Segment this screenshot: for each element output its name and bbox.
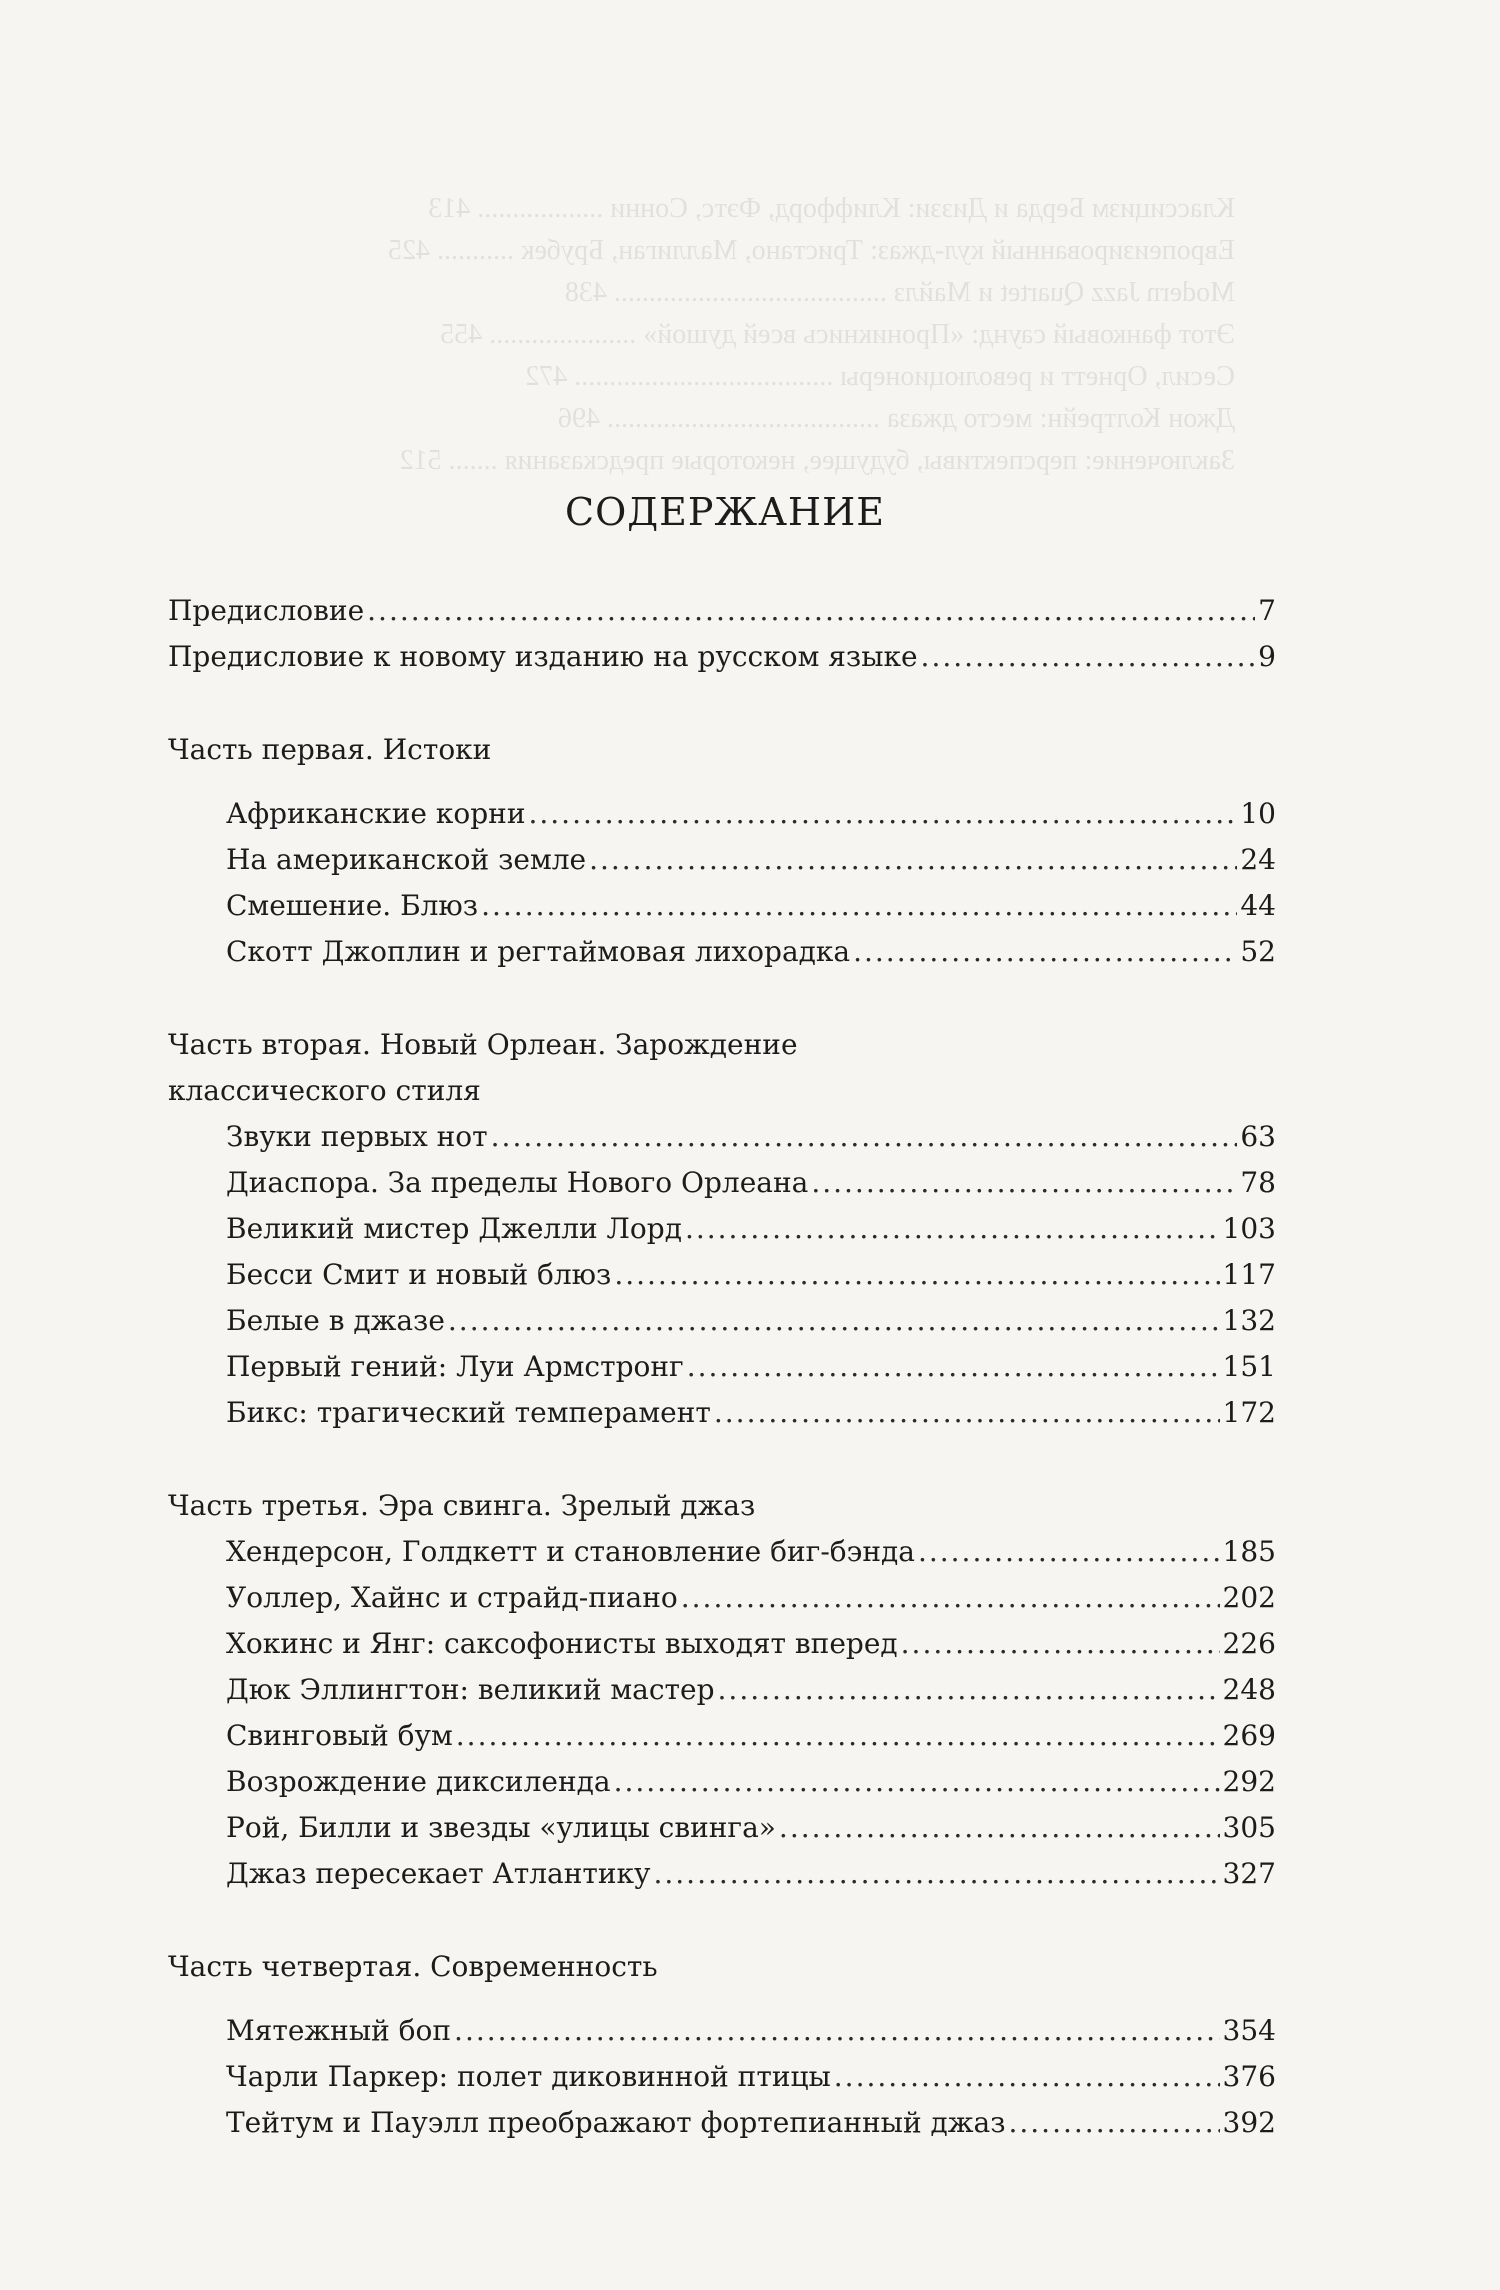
chapter-page: 63 <box>1240 1120 1276 1153</box>
toc-chapter <box>168 1759 1276 1805</box>
bleed-line: Этот фанковый саунд: «Проникнись всей душой» ..................... 455 <box>440 319 1235 350</box>
spacer <box>168 1436 1276 1483</box>
bleed-line: Европеизированный кул-джаз: Тристано, Маллиган, Брубек ........... 425 <box>387 235 1235 266</box>
chapter-page: 202 <box>1222 1581 1276 1614</box>
chapter-page: 269 <box>1222 1719 1276 1752</box>
toc-chapter <box>168 1805 1276 1851</box>
entry-label: Предисловие <box>168 594 365 627</box>
dot-leader <box>614 1759 1220 1805</box>
chapter-page: 44 <box>1240 889 1276 922</box>
chapter-page: 24 <box>1240 843 1276 876</box>
chapter-label: Хендерсон, Голдкетт и становление биг-бэнда <box>226 1535 915 1568</box>
dot-leader <box>454 2008 1220 2054</box>
chapter-label: Рой, Билли и звезды «улицы свинга» <box>226 1811 776 1844</box>
toc-chapter <box>168 2100 1276 2146</box>
toc-chapter <box>168 1851 1276 1897</box>
dot-leader <box>614 1252 1219 1298</box>
entry-label: Предисловие к новому изданию на русском языке <box>168 640 918 673</box>
dot-leader <box>681 1575 1220 1621</box>
chapter-label: Хокинс и Янг: саксофонисты выходят вперед <box>226 1627 898 1660</box>
chapter-page: 185 <box>1222 1535 1276 1568</box>
chapter-label: Дюк Эллингтон: великий мастер <box>226 1673 715 1706</box>
dot-leader <box>687 1344 1220 1390</box>
chapter-page: 172 <box>1222 1396 1276 1429</box>
chapter-page: 327 <box>1222 1857 1276 1890</box>
chapter-label: Джаз пересекает Атлантику <box>226 1857 651 1890</box>
bleed-line: Классицизм Берда и Диззи: Клиффорд, Фэтс, Сонни .................. 413 <box>428 193 1235 224</box>
dot-leader <box>918 1529 1220 1575</box>
chapter-page: 248 <box>1222 1673 1276 1706</box>
chapter-page: 376 <box>1222 2060 1276 2093</box>
dot-leader <box>853 929 1237 975</box>
entry-page: 9 <box>1258 640 1276 673</box>
dot-leader <box>448 1298 1220 1344</box>
dot-leader <box>456 1713 1220 1759</box>
dot-leader <box>921 634 1256 680</box>
page-title: СОДЕРЖАНИЕ <box>565 490 885 534</box>
toc-chapter <box>168 1206 1276 1252</box>
dot-leader <box>901 1621 1220 1667</box>
toc-chapter <box>168 1713 1276 1759</box>
chapter-label: Диаспора. За пределы Нового Орлеана <box>226 1166 809 1199</box>
bleed-line: Modern Jazz Quartet и Майлз ....................................... 438 <box>564 277 1235 308</box>
spacer <box>168 1990 1276 2008</box>
chapter-page: 305 <box>1222 1811 1276 1844</box>
part-heading: Часть четвертая. Современность <box>168 1950 658 1983</box>
dot-leader <box>1008 2100 1219 2146</box>
dot-leader <box>685 1206 1220 1252</box>
spacer <box>168 975 1276 1022</box>
chapter-label: Первый гений: Луи Армстронг <box>226 1350 684 1383</box>
part-heading-continued: классического стиля <box>168 1074 481 1107</box>
chapter-page: 132 <box>1222 1304 1276 1337</box>
toc-chapter <box>168 1252 1276 1298</box>
chapter-page: 10 <box>1240 797 1276 830</box>
chapter-label: Скотт Джоплин и регтаймовая лихорадка <box>226 935 851 968</box>
dot-leader <box>653 1851 1219 1897</box>
toc-chapter <box>168 929 1276 975</box>
dot-leader <box>528 791 1237 837</box>
toc-chapter <box>168 1575 1276 1621</box>
toc-chapter <box>168 1114 1276 1160</box>
spacer <box>168 1897 1276 1944</box>
chapter-page: 226 <box>1222 1627 1276 1660</box>
chapter-label: Великий мистер Джелли Лорд <box>226 1212 682 1245</box>
dot-leader <box>834 2054 1220 2100</box>
toc-chapter <box>168 1298 1276 1344</box>
chapter-page: 151 <box>1222 1350 1276 1383</box>
toc-chapter <box>168 2054 1276 2100</box>
toc-chapter <box>168 1160 1276 1206</box>
chapter-label: Звуки первых нот <box>226 1120 488 1153</box>
toc-chapter <box>168 1621 1276 1667</box>
chapter-label: На американской земле <box>226 843 587 876</box>
entry-page: 7 <box>1258 594 1276 627</box>
spacer <box>168 680 1276 727</box>
spacer <box>168 773 1276 791</box>
bleed-through-text <box>175 188 1235 482</box>
toc-chapter <box>168 1529 1276 1575</box>
chapter-label: Уоллер, Хайнс и страйд-пиано <box>226 1581 678 1614</box>
toc-chapter <box>168 791 1276 837</box>
bleed-line: Джон Колтрейн: место джаза ....................................... 496 <box>557 403 1235 434</box>
chapter-page: 52 <box>1240 935 1276 968</box>
chapter-label: Возрождение диксиленда <box>226 1765 611 1798</box>
chapter-page: 354 <box>1222 2014 1276 2047</box>
dot-leader <box>481 883 1237 929</box>
bleed-line: Сесил, Орнетт и революционеры ..................................... 472 <box>525 361 1235 392</box>
toc-chapter <box>168 837 1276 883</box>
toc-entry <box>168 588 1276 634</box>
dot-leader <box>718 1667 1220 1713</box>
toc-chapter <box>168 1344 1276 1390</box>
part-heading: Часть первая. Истоки <box>168 733 492 766</box>
table-of-contents <box>168 588 1276 2146</box>
chapter-page: 78 <box>1240 1166 1276 1199</box>
toc-entry <box>168 634 1276 680</box>
dot-leader <box>491 1114 1238 1160</box>
toc-chapter <box>168 2008 1276 2054</box>
dot-leader <box>714 1390 1220 1436</box>
dot-leader <box>811 1160 1237 1206</box>
bleed-line: Заключение: перспективы, будущее, некоторые предсказания ....... 512 <box>399 445 1235 476</box>
dot-leader <box>779 1805 1220 1851</box>
chapter-page: 292 <box>1222 1765 1276 1798</box>
dot-leader <box>589 837 1237 883</box>
toc-chapter <box>168 1390 1276 1436</box>
chapter-label: Бесси Смит и новый блюз <box>226 1258 612 1291</box>
chapter-label: Мятежный боп <box>226 2014 452 2047</box>
chapter-label: Бикс: трагический темперамент <box>226 1396 711 1429</box>
chapter-page: 392 <box>1222 2106 1276 2139</box>
chapter-label: Белые в джазе <box>226 1304 445 1337</box>
dot-leader <box>367 588 1255 634</box>
chapter-label: Свинговый бум <box>226 1719 453 1752</box>
chapter-label: Чарли Паркер: полет диковинной птицы <box>226 2060 831 2093</box>
chapter-label: Смешение. Блюз <box>226 889 479 922</box>
chapter-page: 103 <box>1222 1212 1276 1245</box>
part-heading: Часть вторая. Новый Орлеан. Зарождение <box>168 1028 798 1061</box>
toc-chapter <box>168 883 1276 929</box>
chapter-label: Тейтум и Пауэлл преображают фортепианный джаз <box>226 2106 1006 2139</box>
chapter-page: 117 <box>1222 1258 1276 1291</box>
part-heading: Часть третья. Эра свинга. Зрелый джаз <box>168 1489 756 1522</box>
chapter-label: Африканские корни <box>226 797 526 830</box>
toc-chapter <box>168 1667 1276 1713</box>
